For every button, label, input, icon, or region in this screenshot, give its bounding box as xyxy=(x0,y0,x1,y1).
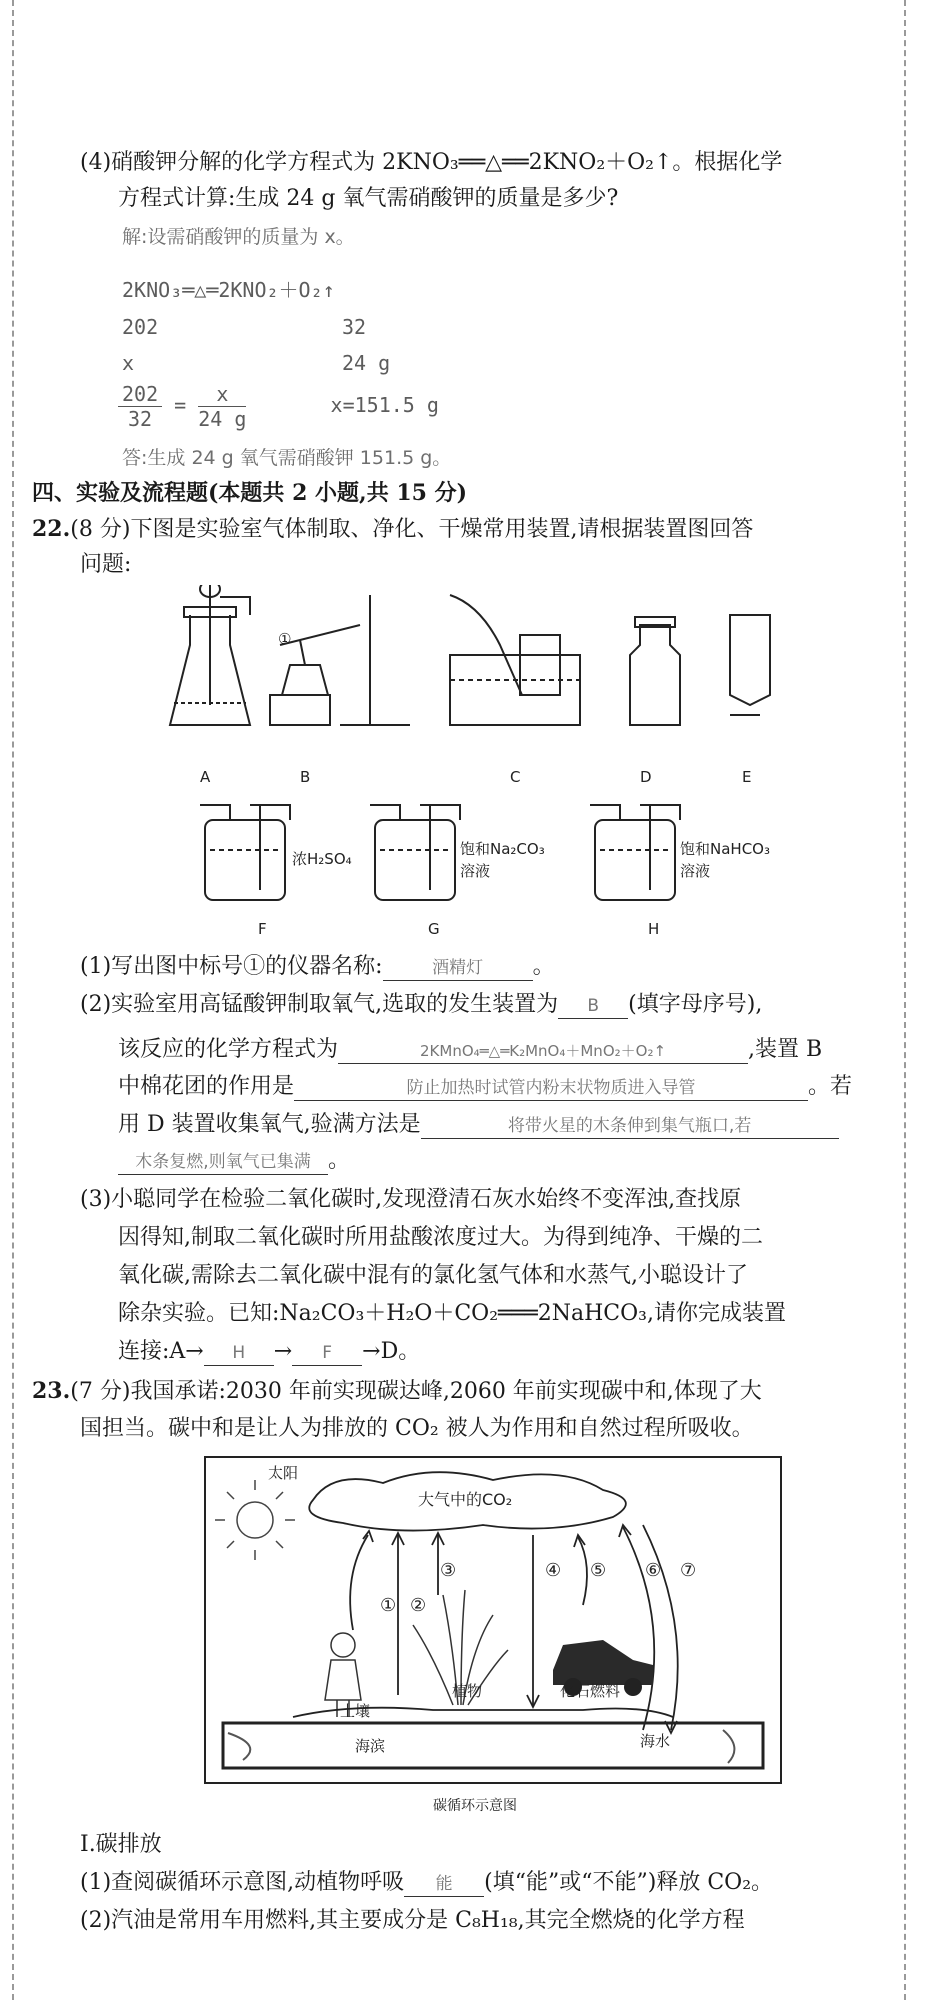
q22-p3-line2: 因得知,制取二氧化碳时所用盐酸浓度过大。为得到纯净、干燥的二 xyxy=(118,1225,763,1250)
q4-line2: 方程式计算:生成 24 g 氧气需硝酸钾的质量是多少? xyxy=(118,186,619,211)
q4-answer: 答:生成 24 g 氧气需硝酸钾 151.5 g。 xyxy=(122,447,452,469)
fraction-2: $\frac{x}{24 g}$ xyxy=(198,382,247,431)
q4-mass-left: 202 xyxy=(122,315,159,339)
arrow-6-marker: ⑥ xyxy=(645,1560,662,1581)
left-dashed-border xyxy=(12,0,14,2000)
arrow-4-marker: ④ xyxy=(545,1560,562,1581)
label-d: D xyxy=(640,768,652,786)
equals-sign: = xyxy=(174,393,187,417)
f-reagent: 浓H₂SO₄ xyxy=(292,850,352,868)
answer-blank-1[interactable]: 酒精灯 xyxy=(383,956,533,981)
q22-p3-line1: (3)小聪同学在检验二氧化碳时,发现澄清石灰水始终不变浑浊,查找原 xyxy=(80,1187,742,1212)
h-reagent-1: 饱和NaHCO₃ xyxy=(680,840,770,858)
q4-proportion xyxy=(118,382,439,438)
label-a: A xyxy=(200,768,211,786)
q22-p1: (1)写出图中标号①的仪器名称: 酒精灯 。 xyxy=(80,954,555,979)
fig-coast-label: 海滨 xyxy=(355,1737,386,1755)
label-h: H xyxy=(648,920,660,938)
g-reagent-2: 溶液 xyxy=(460,862,491,880)
label-c: C xyxy=(510,768,521,786)
q23-p2: (2)汽油是常用车用燃料,其主要成分是 C₈H₁₈,其完全燃烧的化学方程 xyxy=(80,1908,745,1933)
q22-p3-line5: 连接:A→ H → F →D。 xyxy=(118,1339,421,1364)
q22-line1: 22.(8 分)下图是实验室气体制取、净化、干燥常用装置,请根据装置图回答 xyxy=(32,516,754,542)
fig-plant-label: 植物 xyxy=(452,1682,483,1700)
instrument-marker-1: ① xyxy=(278,630,292,648)
q22-p2: (2)实验室用高锰酸钾制取氧气,选取的发生装置为 B (填字母序号), xyxy=(80,992,763,1017)
q23-line1: 23.(7 分)我国承诺:2030 年前实现碳达峰,2060 年前实现碳中和,体现了大 xyxy=(32,1378,762,1404)
arrow-7-marker: ⑦ xyxy=(680,1560,697,1581)
fig-atmosphere-label: 大气中的CO₂ xyxy=(418,1490,513,1509)
answer-blank-3[interactable]: 2KMnO₄═△═K₂MnO₄＋MnO₂＋O₂↑ xyxy=(338,1039,748,1064)
arrow-5-marker: ⑤ xyxy=(590,1560,607,1581)
arrow-3-marker: ③ xyxy=(440,1560,457,1581)
fig-sun-label: 太阳 xyxy=(268,1464,299,1482)
fig-seawater-label: 海水 xyxy=(640,1732,671,1750)
g-reagent-1: 饱和Na₂CO₃ xyxy=(460,840,545,858)
answer-blank-6[interactable]: H xyxy=(204,1341,274,1366)
answer-blank-8[interactable]: 能 xyxy=(404,1872,484,1897)
q22-p2c: 中棉花团的作用是 防止加热时试管内粉末状物质进入导管 。若 xyxy=(118,1074,853,1099)
q4-var-right: 24 g xyxy=(342,351,391,375)
q22-p3-line4: 除杂实验。已知:Na₂CO₃＋H₂O＋CO₂═══2NaHCO₃,请你完成装置 xyxy=(118,1301,786,1326)
apparatus-row-1 xyxy=(150,585,850,765)
arrow-1-marker: ① xyxy=(380,1595,397,1616)
q4-result: x=151.5 g xyxy=(330,393,439,417)
fig-soil-label: 土壤 xyxy=(340,1702,371,1720)
q22-p3-line3: 氧化碳,需除去二氧化碳中混有的氯化氢气体和水蒸气,小聪设计了 xyxy=(118,1263,748,1288)
fig-caption: 碳循环示意图 xyxy=(433,1798,517,1814)
q23-p1: (1)查阅碳循环示意图,动植物呼吸 能 (填“能”或“不能”)释放 CO₂。 xyxy=(80,1870,774,1895)
section-title: 四、实验及流程题(本题共 2 小题,共 15 分) xyxy=(32,480,468,506)
q4-mass-right: 32 xyxy=(342,315,367,339)
answer-blank-7[interactable]: F xyxy=(292,1341,362,1366)
q22-p2e: 木条复燃,则氧气已集满 。 xyxy=(118,1146,350,1176)
fig-fuel-label: 化石燃料 xyxy=(560,1682,621,1700)
h-reagent-2: 溶液 xyxy=(680,862,711,880)
answer-blank-5b[interactable]: 木条复燃,则氧气已集满 xyxy=(118,1150,328,1175)
label-f: F xyxy=(258,920,267,938)
label-e: E xyxy=(742,768,752,786)
answer-blank-5[interactable]: 将带火星的木条伸到集气瓶口,若 xyxy=(421,1114,839,1139)
q4-solve-intro: 解:设需硝酸钾的质量为 x。 xyxy=(122,226,355,248)
fraction-1: $\frac{202}{32}$ xyxy=(118,382,162,431)
q22-p2d: 用 D 装置收集氧气,验满方法是 将带火星的木条伸到集气瓶口,若 xyxy=(118,1110,839,1140)
q4-var-left: x xyxy=(122,351,135,375)
q4-equation: 2KNO₃═△═2KNO₂＋O₂↑ xyxy=(122,278,335,302)
q22-p2b: 该反应的化学方程式为 2KMnO₄═△═K₂MnO₄＋MnO₂＋O₂↑ ,装置 B xyxy=(118,1037,823,1062)
arrow-2-marker: ② xyxy=(410,1595,427,1616)
label-g: G xyxy=(428,920,440,938)
label-b: B xyxy=(300,768,311,786)
right-dashed-border xyxy=(904,0,906,2000)
q23-part1-heading: Ⅰ.碳排放 xyxy=(80,1832,162,1857)
sun-icon xyxy=(215,1480,295,1560)
q22-line2: 问题: xyxy=(80,552,132,577)
q4-line1: (4)硝酸钾分解的化学方程式为 2KNO₃══△══2KNO₂＋O₂↑。根据化学 xyxy=(80,150,783,175)
answer-blank-2[interactable]: B xyxy=(558,994,628,1019)
q23-line2: 国担当。碳中和是让人为排放的 CO₂ 被人为作用和自然过程所吸收。 xyxy=(80,1416,754,1441)
answer-blank-4[interactable]: 防止加热时试管内粉末状物质进入导管 xyxy=(294,1076,808,1101)
